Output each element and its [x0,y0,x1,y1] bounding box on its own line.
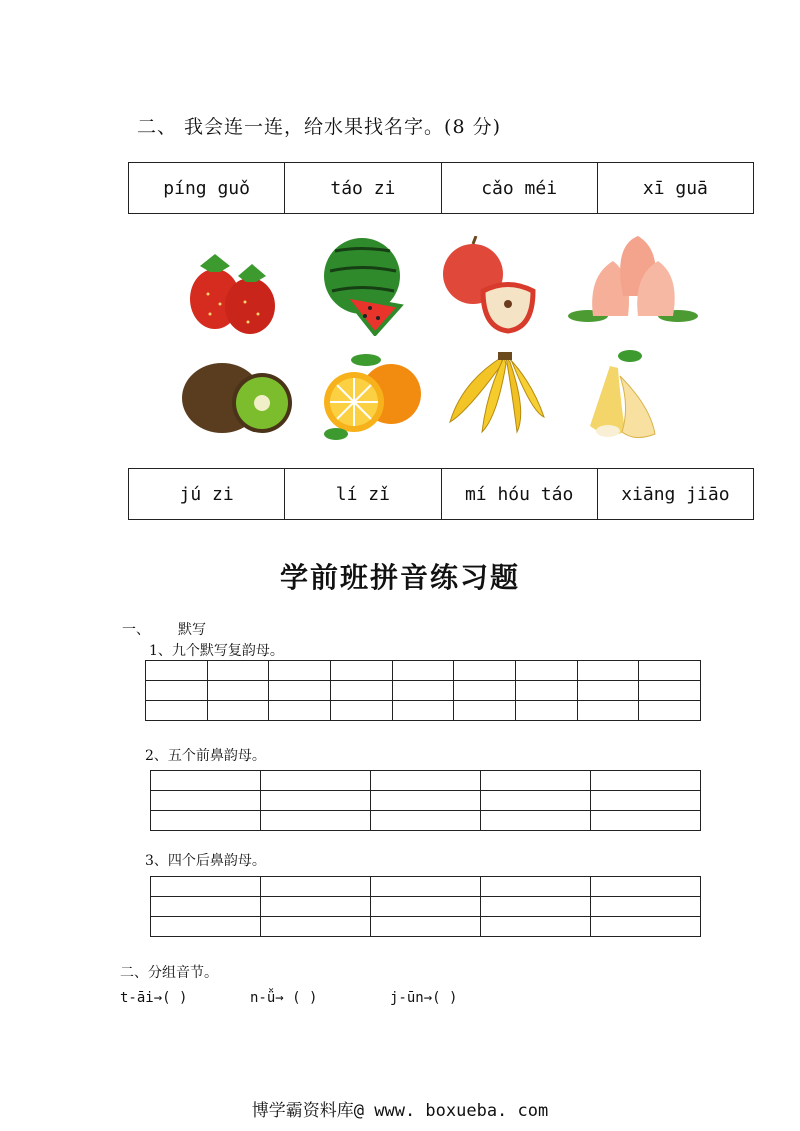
question-label: 2、五个前鼻韵母。 [145,748,266,764]
pinyin-cell: píng guǒ [129,163,285,214]
page-title: 学前班拼音练习题 [279,561,520,594]
answer-grid-5 [150,770,701,831]
banana-icon [442,352,548,434]
answer-grid-4 [150,876,701,937]
apple-icon [438,236,538,334]
pinyin-cell: jú zi [129,469,285,520]
pinyin-table-bottom [128,468,754,520]
section-number: 一、 [122,622,150,638]
syllable-item: t-āi→( ) [120,990,188,1006]
syllable-item: j-ūn→( ) [390,990,458,1006]
pinyin-cell: xī guā [597,163,753,214]
orange-icon [316,352,424,444]
question-label: 1、九个默写复韵母。 [149,643,284,659]
pinyin-cell: lí zǐ [285,469,441,520]
footer-watermark: 博学霸资料库@ www. boxueba. com [251,1101,549,1121]
watermelon-icon [320,236,405,336]
question-label: 3、四个后鼻韵母。 [145,853,266,869]
section-heading: 二、分组音节。 [120,965,218,981]
pinyin-cell: táo zi [285,163,441,214]
answer-grid-9 [145,660,701,721]
pinyin-cell: cǎo méi [441,163,597,214]
pinyin-cell: xiāng jiāo [597,469,753,520]
section-heading: 二、 我会连一连，给水果找名字。(8 分) [137,116,501,138]
kiwi-icon [180,358,295,440]
pinyin-cell: mí hóu táo [441,469,597,520]
pinyin-table-top [128,162,754,214]
section-name: 默写 [178,622,206,638]
strawberry-icon [180,244,280,339]
peach-icon [568,236,700,344]
syllable-item: n-ǚ→ ( ) [250,990,318,1006]
pear-icon [580,346,660,442]
